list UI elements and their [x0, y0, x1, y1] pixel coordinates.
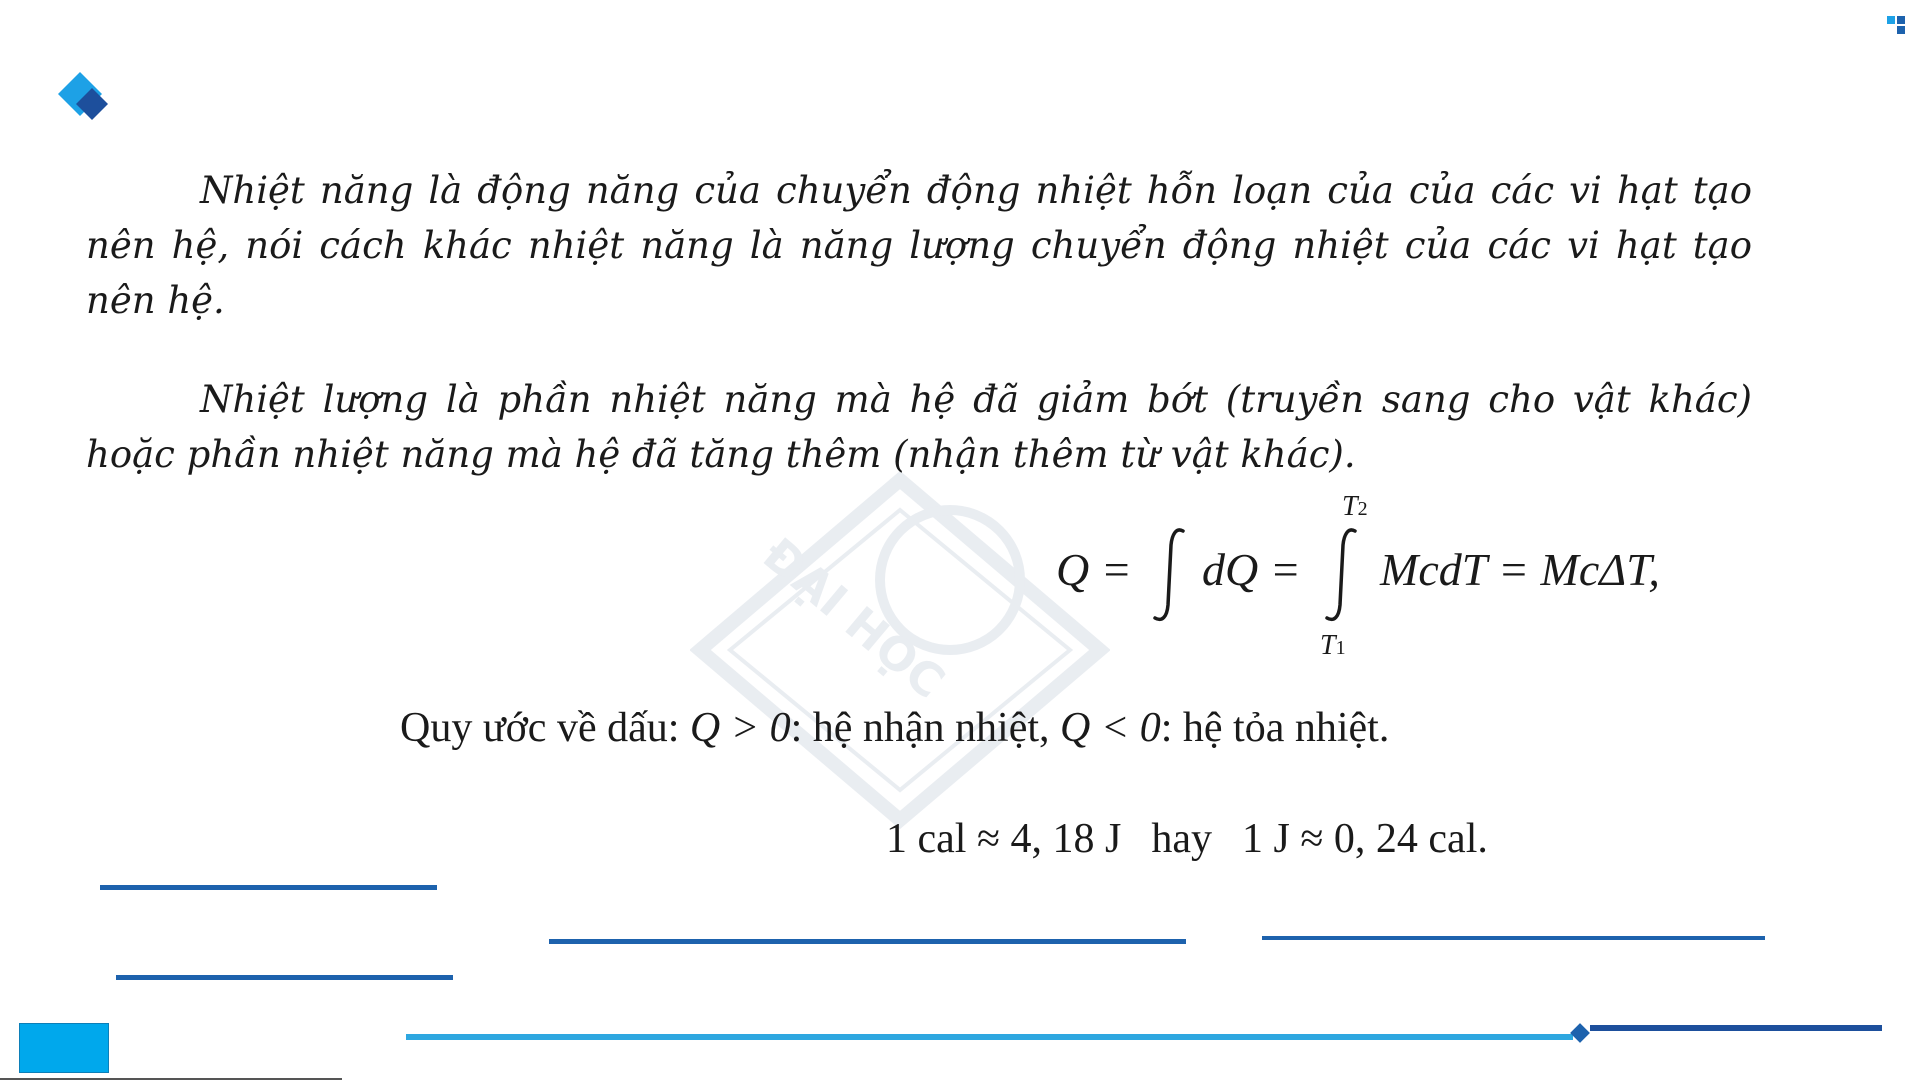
thermal-energy-text: Nhiệt năng là động năng của chuyển động nhiệt hỗn loạn của của các vi hạt tạo nên hệ, nói cách khác nhiệt năng là năng lượng chuyển động nhiệt của các vi hạt tạo nên hệ. — [86, 169, 1752, 322]
decorative-rule — [100, 885, 437, 890]
positive-q-text: : hệ nhận nhiệt, — [790, 705, 1061, 751]
joule-to-cal: 1 J ≈ 0, 24 cal. — [1242, 816, 1488, 862]
decorative-rule — [549, 939, 1186, 944]
corner-mark-icon — [1887, 14, 1907, 34]
sign-convention — [400, 704, 1389, 752]
sign-convention-lead: Quy ước về dấu: — [400, 705, 690, 751]
decorative-rule — [1262, 936, 1765, 940]
upper-limit: T2 — [1342, 491, 1368, 522]
lower-limit: T1 — [1320, 630, 1346, 661]
cal-to-joule: 1 cal ≈ 4, 18 J — [886, 816, 1122, 862]
footer-line — [406, 1034, 1573, 1040]
footer-block — [19, 1023, 109, 1073]
formula-lhs: Q = — [1056, 544, 1132, 595]
positive-q-expr: Q > 0 — [689, 705, 791, 751]
thermal-energy-paragraph — [86, 163, 1752, 328]
heat-quantity-paragraph — [86, 372, 1752, 482]
negative-q-text: : hệ tỏa nhiệt. — [1160, 705, 1390, 751]
negative-q-expr: Q < 0 — [1060, 705, 1161, 751]
diamond-logo-icon — [58, 72, 110, 124]
heat-formula — [1040, 485, 1740, 670]
conversion-or: hay — [1151, 816, 1213, 862]
integral-sign-icon — [1150, 525, 1190, 625]
definite-integral-sign-icon — [1322, 525, 1362, 625]
footer-line-accent — [1590, 1025, 1882, 1031]
footer-diamond-icon — [1570, 1023, 1590, 1043]
decorative-rule — [116, 975, 453, 980]
heat-quantity-text: Nhiệt lượng là phần nhiệt năng mà hệ đã giảm bớt (truyền sang cho vật khác) hoặc phần nhiệt năng mà hệ đã tăng thêm (nhận thêm từ vật khác). — [86, 378, 1752, 476]
formula-rhs: McdT = McΔT, — [1380, 544, 1660, 595]
svg-text:ĐẠI HỌC: ĐẠI HỌC — [752, 527, 956, 709]
unit-conversion — [886, 815, 1488, 863]
bottom-edge — [0, 1078, 342, 1080]
formula-dq: dQ = — [1202, 544, 1301, 595]
